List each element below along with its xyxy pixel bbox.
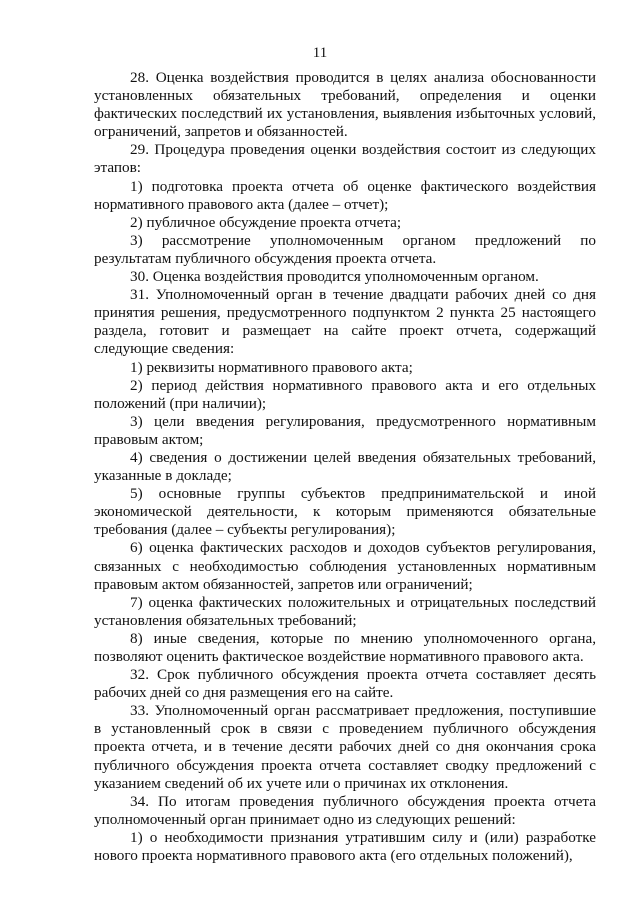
paragraph-31-item-8: 8) иные сведения, которые по мнению уполномоченного органа, позволяют оценить фактическое воздействие нормативного правового акта. xyxy=(94,629,596,665)
paragraph-31-item-3: 3) цели введения регулирования, предусмотренного нормативным правовым актом; xyxy=(94,412,596,448)
paragraph-34: 34. По итогам проведения публичного обсуждения проекта отчета уполномоченный орган принимает одно из следующих решений: xyxy=(94,792,596,828)
paragraph-32: 32. Срок публичного обсуждения проекта отчета составляет десять рабочих дней со дня размещения его на сайте. xyxy=(94,666,596,702)
paragraph-31-item-7: 7) оценка фактических положительных и отрицательных последствий установления обязательных требований; xyxy=(94,593,596,629)
paragraph-31-item-5: 5) основные группы субъектов предпринимательской и иной экономической деятельности, к которым применяются обязательные требования (далее – субъекты регулирования); xyxy=(94,485,596,539)
paragraph-31-item-6: 6) оценка фактических расходов и доходов субъектов регулирования, связанных с необходимостью соблюдения установленных нормативным правовым актом обязанностей, запретов или ограничений; xyxy=(94,539,596,593)
paragraph-31-item-2: 2) период действия нормативного правового акта и его отдельных положений (при наличии); xyxy=(94,376,596,412)
paragraph-31-item-1: 1) реквизиты нормативного правового акта; xyxy=(130,358,413,376)
paragraph-33: 33. Уполномоченный орган рассматривает предложения, поступившие в установленный срок в связи с проведением публичного обсуждения проекта отчета, и в течение десяти рабочих дней со дня окончания срока публичного обсуждения проекта отчета составляет сводку предложений с указанием сведений об их учете или о причинах их отклонения. xyxy=(94,702,596,792)
paragraph-29-item-3: 3) рассмотрение уполномоченным органом предложений по результатам публичного обсуждения проекта отчета. xyxy=(94,231,596,267)
paragraph-28: 28. Оценка воздействия проводится в целях анализа обоснованности установленных обязательных требований, определения и оценки фактических последствий их установления, выявления избыточных условий, ограничений, запретов и обязанностей. xyxy=(94,69,596,141)
paragraph-31: 31. Уполномоченный орган в течение двадцати рабочих дней со дня принятия решения, предусмотренного подпунктом 2 пункта 25 настоящего раздела, готовит и размещает на сайте проект отчета, содержащий следующие сведения: xyxy=(94,286,596,358)
paragraph-29: 29. Процедура проведения оценки воздействия состоит из следующих этапов: xyxy=(94,141,596,177)
paragraph-31-item-4: 4) сведения о достижении целей введения обязательных требований, указанные в докладе; xyxy=(94,448,596,485)
paragraph-34-item-1: 1) о необходимости признания утратившим силу и (или) разработке нового проекта нормативного правового акта (его отдельных положений), xyxy=(94,828,596,865)
paragraph-30: 30. Оценка воздействия проводится уполномоченным органом. xyxy=(130,268,539,286)
document-body xyxy=(94,69,596,865)
paragraph-29-item-2: 2) публичное обсуждение проекта отчета; xyxy=(130,213,402,231)
paragraph-29-item-1: 1) подготовка проекта отчета об оценке фактического воздействия нормативного правового акта (далее – отчет); xyxy=(94,177,596,213)
page-number: 11 xyxy=(312,45,328,61)
